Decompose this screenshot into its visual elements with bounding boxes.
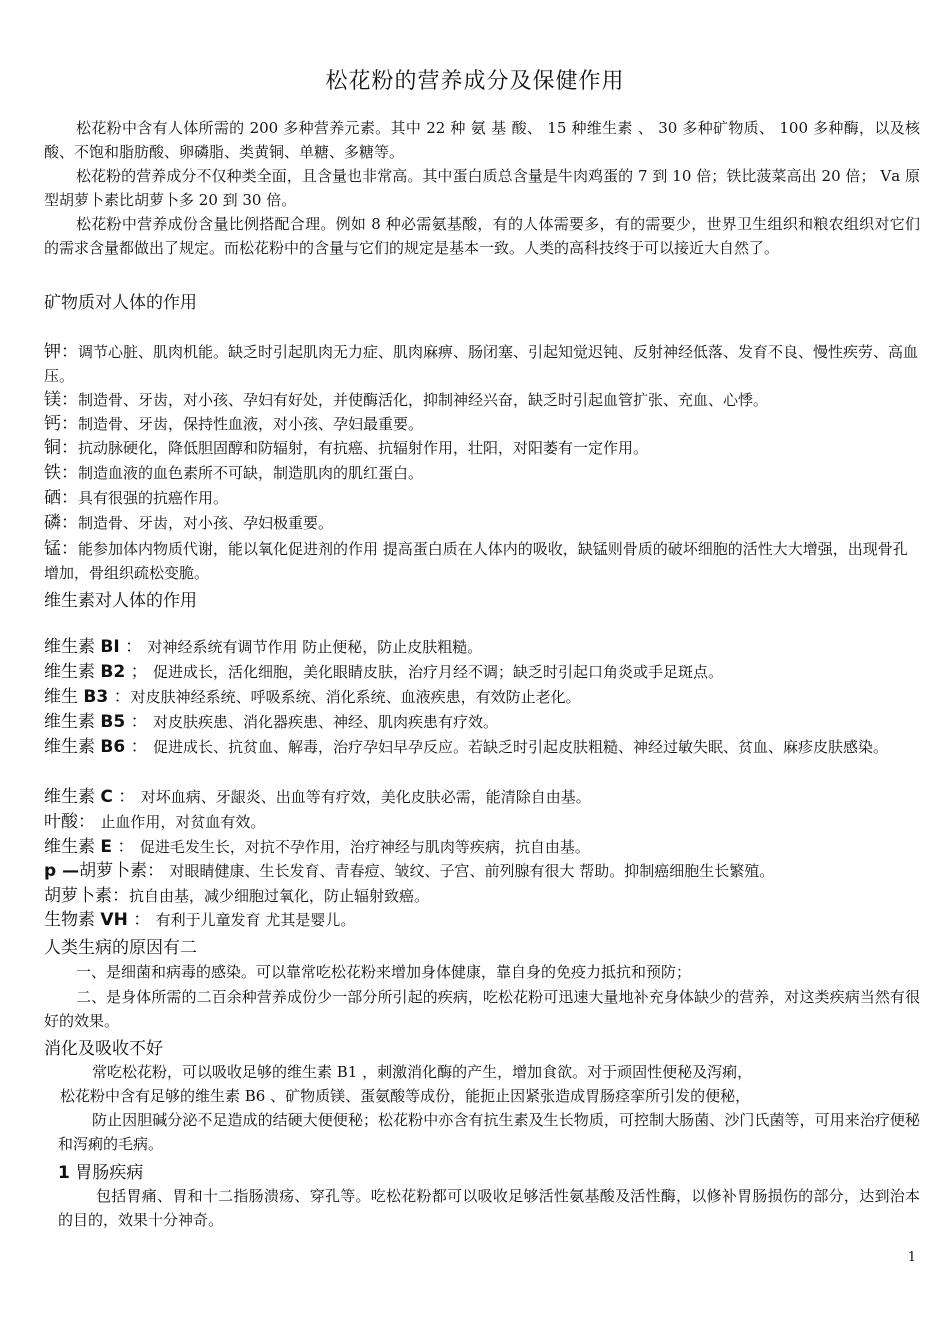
stomach-heading-number: 1 (58, 1163, 70, 1183)
page-number: 1 (907, 1250, 916, 1265)
vitamin-item (44, 710, 922, 734)
vitamin-item (44, 884, 922, 908)
mineral-text: 能参加体内物质代谢，能以氧化促进剂的作用 提高蛋白质在人体内的吸收，缺锰则骨质的破坏细胞的活性大大增强，出现骨孔增加，骨组织疏松变脆。 (44, 540, 908, 582)
vitamin-term: 维生素 B5 ： (44, 712, 154, 732)
mineral-item (44, 511, 922, 535)
vitamin-text: 促进成长，活化细胞，美化眼睛皮肤，治疗月经不调；缺乏时引起口角炎或手足斑点。 (153, 663, 724, 681)
digest-heading: 消化及吸收不好 (44, 1039, 163, 1059)
causes-heading: 人类生病的原因有二 (44, 938, 197, 958)
mineral-item (44, 486, 922, 510)
mineral-item (44, 412, 922, 436)
vitamin-text: 对皮肤疾患、消化器疾患、神经、肌肉疾患有疗效。 (153, 713, 499, 731)
vitamin-text: 对神经系统有调节作用 防止便秘，防止皮肤粗糙。 (147, 638, 483, 656)
stomach-paragraph: 包括胃痛、胃和十二指肠溃疡、穿孔等。吃松花粉都可以吸收足够活性氨基酸及活性酶，以修补胃肠损伤的部分，达到治本的目的，效果十分神奇。 (58, 1187, 920, 1229)
vitamin-item (44, 635, 922, 659)
causes-paragraph-1: 一、是细菌和病毒的感染。可以靠常吃松花粉来增加身体健康，靠自身的免疫力抵抗和预防； (76, 963, 692, 981)
mineral-item (44, 461, 922, 485)
vitamin-term: 维生素 E ： (44, 837, 140, 857)
vitamin-item (44, 660, 922, 684)
mineral-text: 制造骨、牙齿，对小孩、孕妇极重要。 (78, 514, 334, 532)
mineral-text: 制造骨、牙齿，保持性血液，对小孩、孕妇最重要。 (78, 415, 424, 433)
vitamin-term: 维生 B3 ： (44, 687, 131, 707)
vitamin-term: 维生素 B2 ； (44, 662, 154, 682)
vitamin-term: 胡萝卜素： (44, 886, 129, 906)
mineral-text: 具有很强的抗癌作用。 (78, 489, 229, 507)
vitamin-text: 止血作用，对贫血有效。 (100, 813, 266, 831)
digest-line-3: 防止因胆碱分泌不足造成的结硬大便便秘；松花粉中亦含有抗生素及生长物质，可控制大肠菌、沙门氏菌等，可用来治疗便秘和泻痢的毛病。 (58, 1111, 920, 1153)
vitamin-term: p —胡萝卜素： (44, 861, 170, 881)
vitamin-item (44, 908, 922, 932)
intro-paragraph-1: 松花粉中含有人体所需的 200 多种营养元素。其中 22 种 氨 基 酸、 15 种维生素 、 30 多种矿物质、 100 多种酶，以及核酸、不饱和脂肪酸、卵磷脂、类黄铜、单糖、多糖等。 (44, 119, 920, 161)
mineral-item (44, 436, 922, 460)
mineral-term: 硒： (44, 488, 78, 508)
vitamin-term: 维生素 BI ： (44, 637, 148, 657)
mineral-text: 调节心脏、肌肉机能。缺乏时引起肌肉无力症、肌肉麻痹、肠闭塞、引起知觉迟钝、反射神经低落、发育不良、慢性疾劳、高血压。 (44, 343, 919, 385)
vitamin-item (44, 785, 922, 809)
vitamin-text: 对眼睛健康、生长发育、青春痘、皱纹、子宫、前列腺有很大 帮助。抑制癌细胞生长繁殖。 (169, 862, 775, 880)
vitamin-term: 生物素 VH ： (44, 910, 156, 930)
mineral-term: 铁： (44, 463, 78, 483)
digest-line-2: 松花粉中含有足够的维生素 B6 、矿物质镁、蛋氨酸等成份，能扼止因紧张造成胃肠痉挛所引发的便秘， (60, 1087, 751, 1105)
mineral-term: 锰： (44, 539, 78, 559)
vitamin-term: 叶酸： (44, 812, 95, 832)
mineral-term: 钙： (44, 414, 78, 434)
intro-paragraph-3: 松花粉中营养成份含量比例搭配合理。例如 8 种必需氨基酸，有的人体需要多，有的需要少，世界卫生组织和粮农组织对它们的需求含量都做出了规定。而松花粉中的含量与它们的规定是基本一致。人类的高科技终于可以接近大自然了。 (44, 215, 920, 257)
mineral-text: 抗动脉硬化，降低胆固醇和防辐射，有抗癌、抗辐射作用，壮阳，对阳萎有一定作用。 (78, 439, 649, 457)
vitamin-text: 促进毛发生长，对抗不孕作用，治疗神经与肌肉等疾病，抗自由基。 (139, 838, 590, 856)
mineral-item (44, 388, 922, 412)
intro-paragraph-2: 松花粉的营养成分不仅种类全面，且含量也非常高。其中蛋白质总含量是牛肉鸡蛋的 7 到 10 倍；铁比菠菜高出 20 倍； Ⅴa 原型胡萝卜素比胡萝卜多 20 到 30 倍。 (44, 167, 920, 209)
vitamin-item (44, 859, 922, 883)
mineral-term: 钾： (44, 342, 78, 362)
mineral-term: 镁： (44, 390, 78, 410)
stomach-heading-text: 胃肠疾病 (75, 1163, 144, 1183)
vitamin-term: 维生素 C ： (44, 787, 141, 807)
mineral-item (44, 537, 922, 585)
vitamin-text: 对坏血病、牙龈炎、出血等有疗效，美化皮肤必需，能清除自由基。 (140, 788, 591, 806)
mineral-item (44, 340, 922, 388)
mineral-text: 制造骨、牙齿，对小孩、孕妇有好处，并使酶活化，抑制神经兴奋，缺乏时引起血管扩张、充血、心悸。 (78, 391, 769, 409)
vitamins-heading: 维生素对人体的作用 (44, 591, 197, 611)
vitamin-item (44, 735, 922, 759)
minerals-heading: 矿物质对人体的作用 (44, 293, 197, 313)
vitamin-text: 对皮肤神经系统、呼吸系统、消化系统、血液疾患，有效防止老化。 (130, 688, 581, 706)
vitamin-item (44, 685, 922, 709)
vitamin-item (44, 835, 922, 859)
mineral-term: 磷： (44, 513, 78, 533)
vitamin-text: 有利于儿童发育 尤其是婴儿。 (155, 911, 356, 929)
digest-line-1: 常吃松花粉，可以吸收足够的维生素 B1 ，刺激消化酶的产生，增加食欲。对于顽固性便秘及泻痢， (92, 1063, 753, 1081)
vitamin-text: 促进成长、抗贫血、解毒，治疗孕妇早孕反应。若缺乏时引起皮肤粗糙、神经过敏失眠、贫血、麻疹皮肤感染。 (153, 738, 889, 756)
vitamin-term: 维生素 B6 ： (44, 737, 154, 757)
vitamin-text: 抗自由基，减少细胞过氧化，防止辐射致癌。 (129, 887, 430, 905)
mineral-term: 铜： (44, 438, 78, 458)
vitamin-item (44, 810, 922, 834)
stomach-heading (58, 1158, 143, 1183)
mineral-text: 制造血液的血色素所不可缺，制造肌肉的肌红蛋白。 (78, 464, 424, 482)
causes-paragraph-2: 二、是身体所需的二百余种营养成份少一部分所引起的疾病，吃松花粉可迅速大量地补充身体缺少的营养，对这类疾病当然有很好的效果。 (44, 988, 920, 1030)
page-title: 松花粉的营养成分及保健作用 (325, 69, 625, 94)
